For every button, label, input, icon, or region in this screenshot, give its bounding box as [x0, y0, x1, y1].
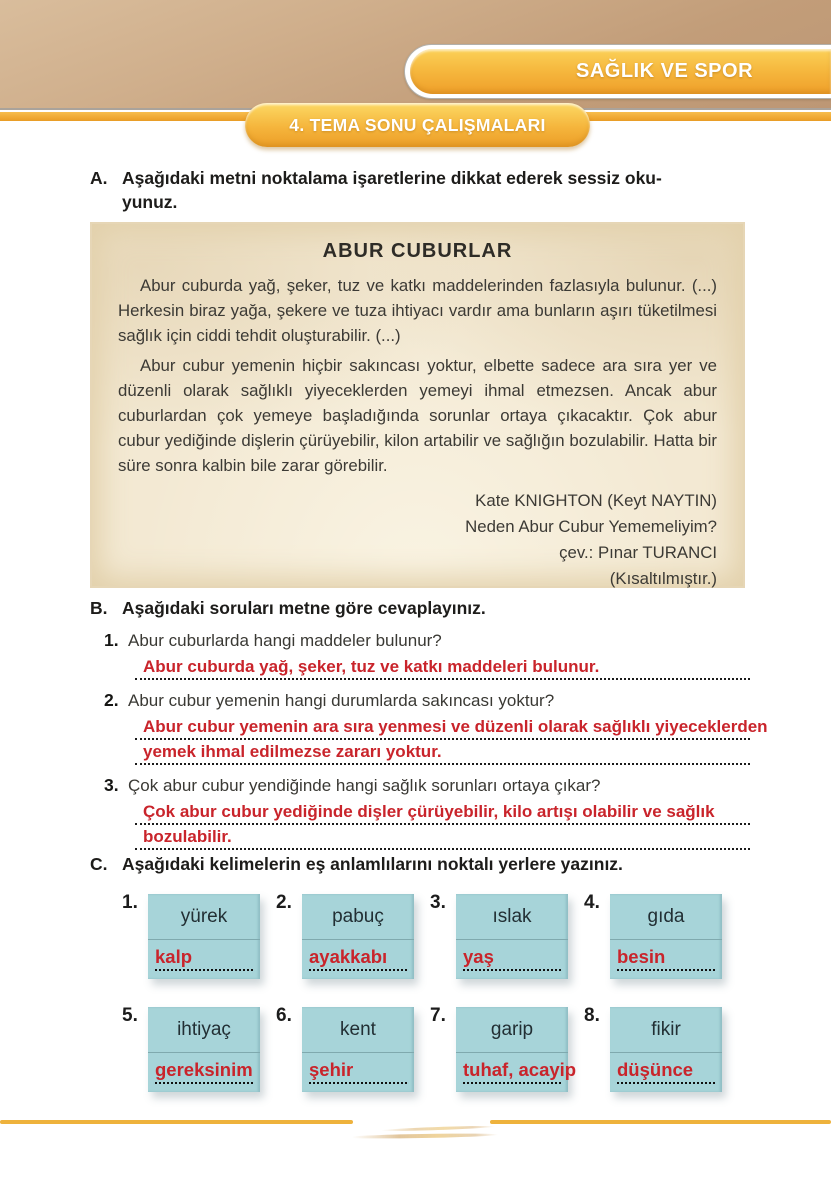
synonym-card-2	[302, 894, 414, 979]
section-banner-text: 4. TEMA SONU ÇALIŞMALARI	[289, 114, 546, 135]
synonym-card-row-2	[122, 1005, 790, 1092]
activity-a	[90, 166, 762, 214]
question-1-number: 1.	[104, 630, 119, 650]
footer-faded-ornament	[346, 1126, 504, 1142]
attribution-translator: çev.: Pınar TURANCI	[559, 543, 717, 562]
synonym-card-6-answer: şehir	[309, 1059, 354, 1080]
synonym-card-2-dotted-line	[309, 944, 407, 971]
reading-passage-box	[90, 222, 745, 588]
synonym-card-row-1	[122, 892, 790, 979]
synonym-card-4-dotted-line	[617, 944, 715, 971]
synonym-card-3-word: ıslak	[456, 894, 568, 940]
question-3-answer-line-1	[135, 800, 750, 825]
question-2	[104, 688, 790, 713]
synonym-card-7-answer-area	[456, 1053, 577, 1084]
synonym-item-2-number: 2.	[276, 892, 292, 913]
synonym-card-3-answer: yaş	[463, 946, 494, 967]
synonym-item-8	[584, 1005, 734, 1092]
activity-b	[90, 596, 790, 850]
question-3-answer-text-2: bozulabilir.	[143, 827, 232, 846]
activity-c	[90, 852, 790, 1092]
unit-title: SAĞLIK VE SPOR	[575, 60, 754, 82]
synonym-card-3	[456, 894, 568, 979]
activity-b-instruction: Aşağıdaki soruları metne göre cevaplayınız.	[122, 598, 486, 618]
synonym-card-1-word: yürek	[148, 894, 260, 940]
page-header-band	[0, 0, 831, 108]
synonym-card-8	[610, 1007, 722, 1092]
synonym-card-5-answer: gereksinim	[155, 1059, 253, 1080]
activity-b-label: B.	[90, 598, 108, 618]
synonym-item-2	[276, 892, 426, 979]
attribution-work-title: Neden Abur Cubur Yememeliyim?	[465, 517, 717, 536]
synonym-card-4-answer-area	[610, 940, 722, 971]
synonym-item-1	[122, 892, 272, 979]
question-3-answer-text-1: Çok abur cubur yediğinde dişler çürüyebilir, kilo artışı olabilir ve sağlık	[143, 802, 715, 821]
synonym-card-6-dotted-line	[309, 1057, 407, 1084]
synonym-item-3	[430, 892, 580, 979]
question-3	[104, 773, 790, 798]
footer-rule-right	[490, 1120, 831, 1124]
question-2-answer-line-1	[135, 715, 768, 740]
synonym-card-5-word: ihtiyaç	[148, 1007, 260, 1053]
synonym-card-6-word: kent	[302, 1007, 414, 1053]
synonym-card-7-word: garip	[456, 1007, 568, 1053]
synonym-card-5-dotted-line	[155, 1057, 253, 1084]
synonym-item-6	[276, 1005, 426, 1092]
attribution-author: Kate KNIGHTON (Keyt NAYTIN)	[475, 491, 717, 510]
question-1-answer-text: Abur cuburda yağ, şeker, tuz ve katkı maddeleri bulunur.	[143, 657, 600, 676]
activity-b-heading	[90, 596, 790, 620]
synonym-card-7-dotted-line	[463, 1057, 577, 1084]
synonym-card-1-answer-area	[148, 940, 260, 971]
question-2-text: Abur cubur yemenin hangi durumlarda sakıncası yoktur?	[128, 691, 555, 710]
synonym-card-3-answer-area	[456, 940, 568, 971]
synonym-item-1-number: 1.	[122, 892, 138, 913]
activity-c-instruction: Aşağıdaki kelimelerin eş anlamlılarını noktalı yerlere yazınız.	[122, 854, 623, 874]
question-3-answer-line-2	[135, 825, 750, 850]
question-2-number: 2.	[104, 690, 119, 710]
activity-a-instruction	[122, 166, 662, 214]
synonym-item-3-number: 3.	[430, 892, 446, 913]
synonym-item-8-number: 8.	[584, 1005, 600, 1026]
unit-title-banner	[404, 44, 831, 99]
activity-a-heading	[90, 166, 762, 214]
question-1-text: Abur cuburlarda hangi maddeler bulunur?	[128, 631, 442, 650]
question-2-answer-text-2: yemek ihmal edilmezse zararı yoktur.	[143, 742, 442, 761]
synonym-card-6	[302, 1007, 414, 1092]
synonym-card-4-word: gıda	[610, 894, 722, 940]
activity-a-instruction-line-2: yunuz.	[122, 192, 178, 212]
synonym-card-6-answer-area	[302, 1053, 414, 1084]
question-1	[104, 628, 790, 653]
synonym-card-8-answer-area	[610, 1053, 722, 1084]
synonym-card-7-answer: tuhaf, acayip	[463, 1059, 577, 1080]
activity-c-heading	[90, 852, 790, 876]
synonym-card-7	[456, 1007, 577, 1092]
reading-attribution	[118, 488, 717, 592]
section-banner-pill	[245, 103, 590, 147]
reading-paragraph-2: Abur cubur yemenin hiçbir sakıncası yoktur, elbette sadece ara sıra yer ve düzenli olarak sağlıklı yiyeceklerden yemeyi ihmal etmezsen. Ancak abur cuburlardan çok yemeye başladığında sorunlar ortaya çıkacaktır. Çok abur cubur yediğinde dişlerin çürüyebilir, kilon artabilir ve sağlığın bozulabilir. Hatta bir süre sonra kalbin bile zarar görebilir.	[118, 356, 717, 475]
synonym-card-8-dotted-line	[617, 1057, 715, 1084]
activity-a-label: A.	[90, 168, 108, 188]
synonym-card-4	[610, 894, 722, 979]
reading-paragraph-1: Abur cuburda yağ, şeker, tuz ve katkı maddelerinden fazlasıyla bulunur. (...) Herkesin biraz yağa, şekere ve tuza ihtiyacı vardır ama bunların aşırı tüketilmesi sağlık için ciddi tehdit oluşturabilir. (...)	[118, 276, 717, 345]
unit-title-banner-inner	[410, 49, 831, 94]
attribution-note: (Kısaltılmıştır.)	[609, 569, 717, 588]
synonym-item-5-number: 5.	[122, 1005, 138, 1026]
synonym-card-3-dotted-line	[463, 944, 561, 971]
synonym-item-6-number: 6.	[276, 1005, 292, 1026]
synonym-card-4-answer: besin	[617, 946, 666, 967]
synonym-card-5	[148, 1007, 260, 1092]
synonym-item-7	[430, 1005, 580, 1092]
synonym-card-8-answer: düşünce	[617, 1059, 694, 1080]
reading-title: ABUR CUBURLAR	[322, 240, 513, 262]
synonym-card-2-answer: ayakkabı	[309, 946, 388, 967]
synonym-card-1-answer: kalp	[155, 946, 193, 967]
activity-c-label: C.	[90, 854, 108, 874]
synonym-item-7-number: 7.	[430, 1005, 446, 1026]
footer-rule-left	[0, 1120, 353, 1124]
synonym-item-4	[584, 892, 734, 979]
question-3-text: Çok abur cubur yendiğinde hangi sağlık sorunları ortaya çıkar?	[128, 776, 601, 795]
activity-a-instruction-line-1: Aşağıdaki metni noktalama işaretlerine dikkat ederek sessiz oku-	[122, 168, 662, 188]
question-1-answer-line	[135, 655, 750, 680]
question-2-answer-text-1: Abur cubur yemenin ara sıra yenmesi ve düzenli olarak sağlıklı yiyeceklerden	[143, 717, 768, 736]
synonym-card-8-word: fikir	[610, 1007, 722, 1053]
question-3-number: 3.	[104, 775, 119, 795]
synonym-card-5-answer-area	[148, 1053, 260, 1084]
question-2-answer-line-2	[135, 740, 750, 765]
synonym-card-2-answer-area	[302, 940, 414, 971]
synonym-item-4-number: 4.	[584, 892, 600, 913]
synonym-card-1	[148, 894, 260, 979]
synonym-item-5	[122, 1005, 272, 1092]
synonym-card-1-dotted-line	[155, 944, 253, 971]
synonym-card-2-word: pabuç	[302, 894, 414, 940]
